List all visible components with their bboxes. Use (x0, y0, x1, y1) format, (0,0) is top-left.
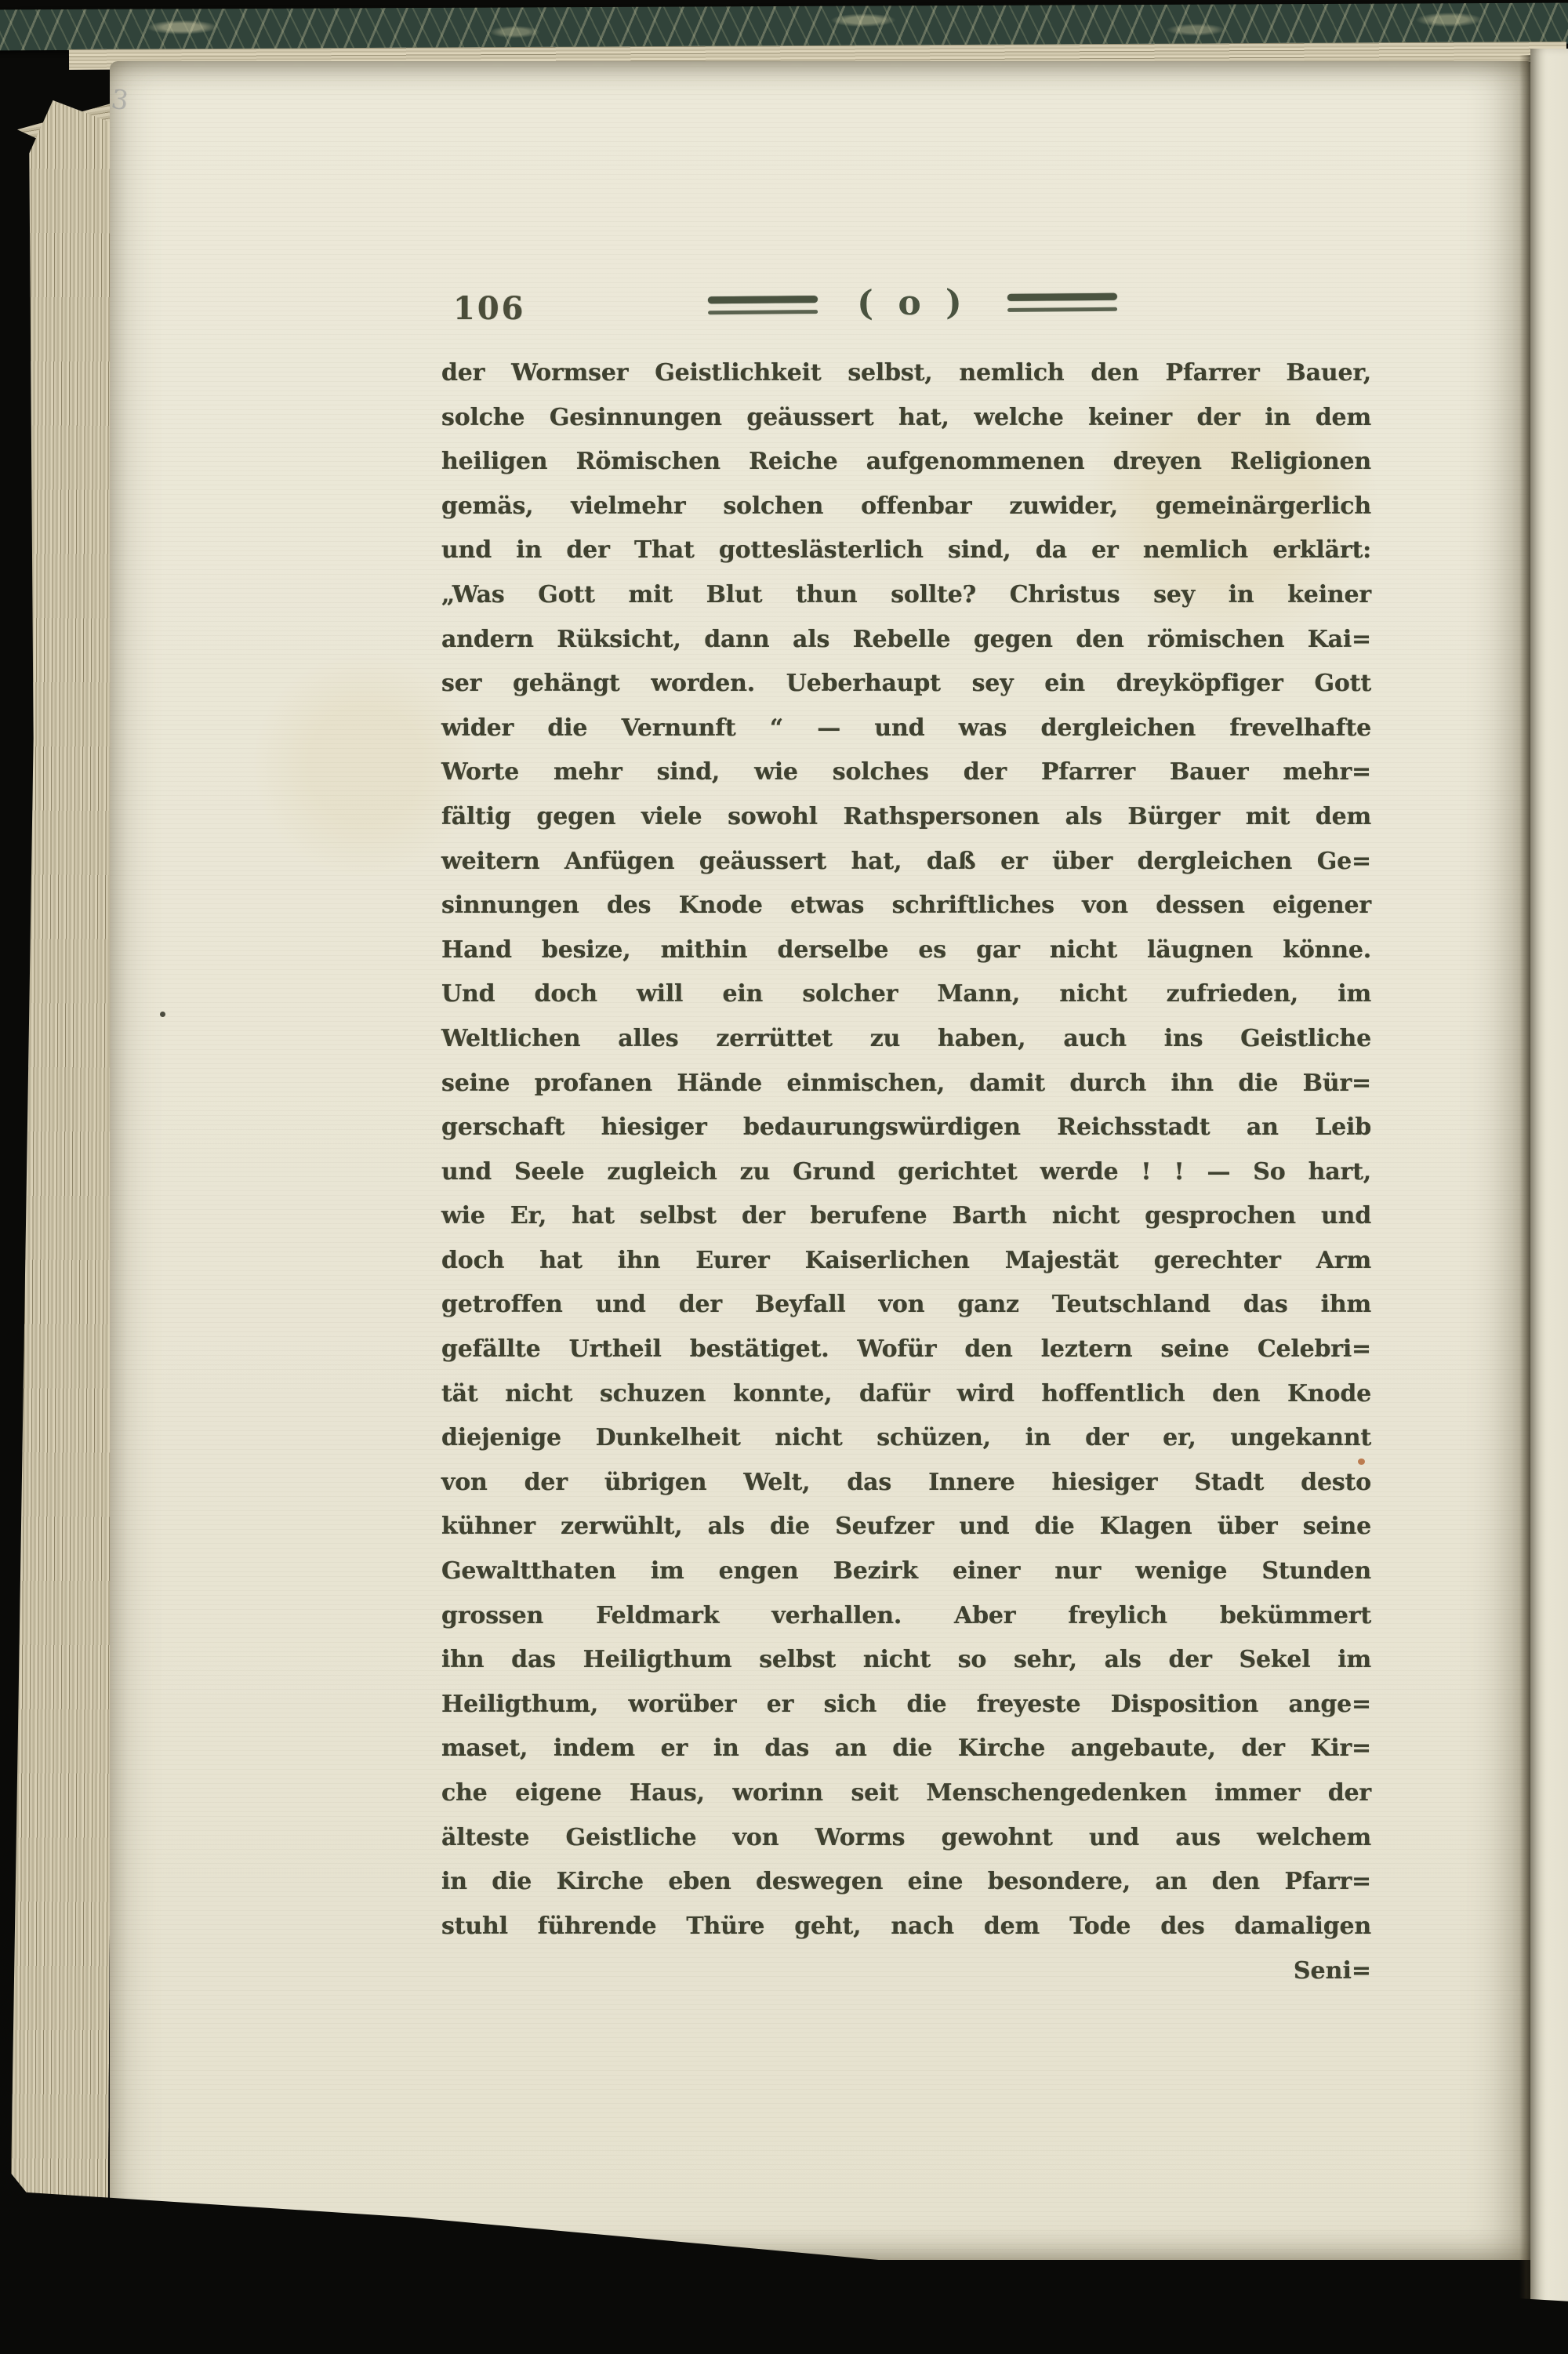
text-line: Und doch will ein solcher Mann, nicht zufrieden, im (441, 980, 1371, 1008)
text-line: und Seele zugleich zu Grund gerichtet werde ! ! — So hart, (441, 1157, 1371, 1186)
text-line: gefällte Urtheil bestätiget. Wofür den leztern seine Celebri= (441, 1335, 1371, 1364)
body-text (441, 351, 1371, 1949)
ornament-label: ( o ) (856, 282, 969, 324)
foxing-spot (1358, 1459, 1365, 1465)
page-number: 106 (453, 290, 526, 327)
text-line: wider die Vernunft “ — und was dergleichen frevelhafte (441, 714, 1371, 742)
text-line: stuhl führende Thüre geht, nach dem Tode des damaligen (441, 1912, 1371, 1940)
page-surface (110, 61, 1530, 2260)
text-line: diejenige Dunkelheit nicht schüzen, in der er, ungekannt (441, 1424, 1371, 1452)
text-line: sinnungen des Knode etwas schriftliches von dessen eigener (441, 892, 1371, 920)
text-line: getroffen und der Beyfall von ganz Teutschland das ihm (441, 1291, 1371, 1319)
text-line: doch hat ihn Eurer Kaiserlichen Majestät gerechter Arm (441, 1246, 1371, 1274)
ornament-left-rules (708, 296, 818, 314)
text-line: und in der That gotteslästerlich sind, da er nemlich erklärt: (441, 536, 1371, 565)
text-line: Gewaltthaten im engen Bezirk einer nur wenige Stunden (441, 1557, 1371, 1586)
text-line: kühner zerwühlt, als die Seufzer und die Klagen über seine (441, 1513, 1371, 1541)
pencil-annotation: 3 (109, 83, 131, 118)
header-ornament (708, 273, 1118, 335)
text-line: „Was Gott mit Blut thun sollte? Christus sey in keiner (441, 580, 1371, 608)
text-line: wie Er, hat selbst der berufene Barth nicht gesprochen und (441, 1202, 1371, 1230)
text-line: gerschaft hiesiger bedaurungswürdigen Reichsstadt an Leib (441, 1113, 1371, 1142)
text-line: seine profanen Hände einmischen, damit durch ihn die Bür= (441, 1069, 1371, 1097)
text-line: weitern Anfügen geäussert hat, daß er über dergleichen Ge= (441, 847, 1371, 875)
rule-icon (1007, 292, 1117, 300)
text-line: gemäs, vielmehr solchen offenbar zuwider, gemeinärgerlich (441, 492, 1371, 520)
text-line: maset, indem er in das an die Kirche angebaute, der Kir= (441, 1735, 1371, 1763)
text-line: älteste Geistliche von Worms gewohnt und aus welchem (441, 1823, 1371, 1851)
text-line: Weltlichen alles zerrüttet zu haben, auch ins Geistliche (441, 1024, 1371, 1052)
text-line: von der übrigen Welt, das Innere hiesiger Stadt desto (441, 1468, 1371, 1496)
text-line: ihn das Heiligthum selbst nicht so sehr, als der Sekel im (441, 1646, 1371, 1674)
page-stack-left-edge (11, 100, 122, 2228)
text-line: Heiligthum, worüber er sich die freyeste Disposition ange= (441, 1690, 1371, 1718)
text-line: che eigene Haus, worinn seit Menschengedenken immer der (441, 1779, 1371, 1807)
ornament-right-rules (1007, 292, 1117, 311)
text-line: solche Gesinnungen geäussert hat, welche keiner der in dem (441, 403, 1371, 431)
text-line: fältig gegen viele sowohl Rathspersonen als Bürger mit dem (441, 802, 1371, 830)
text-line: Worte mehr sind, wie solches der Pfarrer Bauer mehr= (441, 758, 1371, 786)
text-line: andern Rüksicht, dann als Rebelle gegen den römischen Kai= (441, 625, 1371, 653)
rule-icon (708, 296, 818, 303)
catchword: Seni= (1293, 1957, 1371, 1985)
text-line: der Wormser Geistlichkeit selbst, nemlich den Pfarrer Bauer, (441, 359, 1371, 387)
text-line: heiligen Römischen Reiche aufgenommenen dreyen Religionen (441, 448, 1371, 476)
adjacent-page-sliver (1530, 49, 1568, 2312)
text-line: Hand besize, mithin derselbe es gar nicht läugnen könne. (441, 935, 1371, 964)
rule-icon (708, 310, 818, 314)
text-line: tät nicht schuzen konnte, dafür wird hoffentlich den Knode (441, 1379, 1371, 1408)
rule-icon (1007, 307, 1117, 311)
ink-spot (160, 1012, 165, 1017)
text-line: grossen Feldmark verhallen. Aber freylich bekümmert (441, 1601, 1371, 1629)
text-line: in die Kirche eben deswegen eine besondere, an den Pfarr= (441, 1868, 1371, 1896)
text-line: ser gehängt worden. Ueberhaupt sey ein dreyköpfiger Gott (441, 670, 1371, 698)
